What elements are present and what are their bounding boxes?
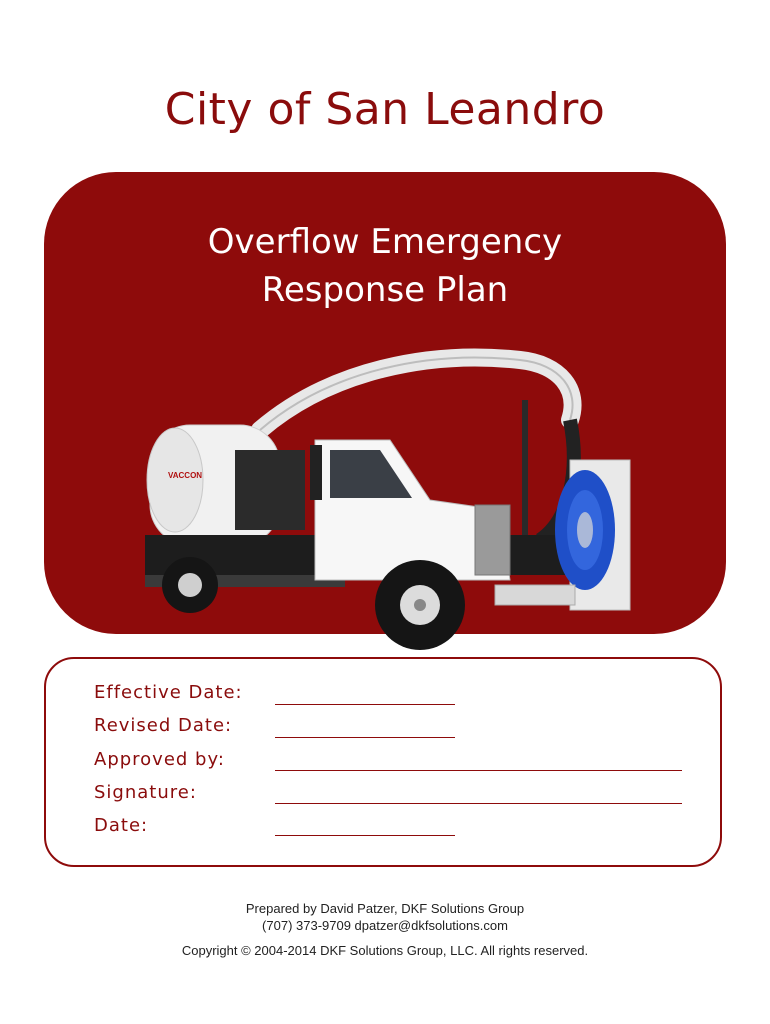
approved-by-line bbox=[275, 770, 682, 771]
approved-by-label: Approved by: bbox=[94, 749, 225, 770]
contact-text: (707) 373-9709 dpatzer@dkfsolutions.com bbox=[262, 918, 508, 933]
vacuum-truck-image bbox=[130, 330, 650, 660]
page-title: City of San Leandro bbox=[164, 84, 606, 135]
copyright-text: Copyright © 2004-2014 DKF Solutions Group, LLC. All rights reserved. bbox=[181, 943, 589, 958]
revised-date-label: Revised Date: bbox=[94, 715, 233, 736]
date-label: Date: bbox=[94, 815, 149, 836]
revised-date-line bbox=[275, 737, 455, 738]
prepared-by-text: Prepared by David Patzer, DKF Solutions Group bbox=[245, 901, 525, 916]
signature-line bbox=[275, 803, 682, 804]
signature-label: Signature: bbox=[94, 782, 197, 803]
date-line bbox=[275, 835, 455, 836]
subtitle-line-1: Overflow Emergency bbox=[207, 222, 563, 262]
document-subtitle bbox=[44, 218, 726, 314]
effective-date-label: Effective Date: bbox=[94, 682, 243, 703]
subtitle-line-2: Response Plan bbox=[261, 270, 509, 310]
truck-decal: VACCON bbox=[168, 471, 203, 480]
effective-date-line bbox=[275, 704, 455, 705]
